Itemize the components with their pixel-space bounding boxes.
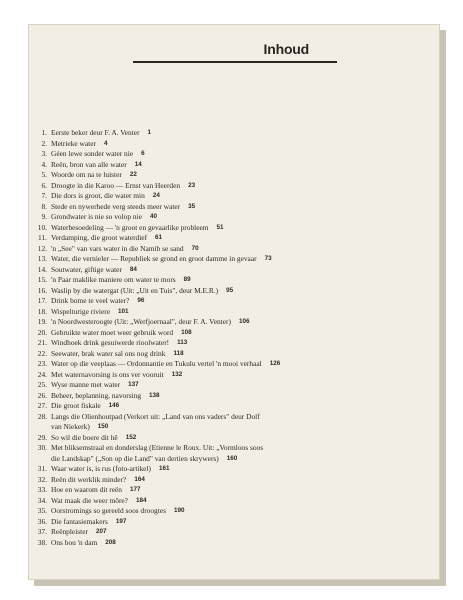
toc-entry [35, 317, 365, 328]
entry-number: 14. [37, 264, 47, 274]
entry-number: 29. [37, 432, 47, 442]
toc-entry [35, 149, 365, 160]
entry-page-number: 51 [216, 223, 224, 231]
entry-page-number: 22 [129, 171, 137, 178]
entry-number: 6. [41, 180, 47, 190]
entry-title-continued: van Niekerk) [51, 422, 90, 431]
entry-title: Grondwater is nie so volop nie [51, 212, 142, 221]
entry-page-number: 138 [149, 391, 160, 399]
entry-number: 35. [37, 506, 47, 515]
entry-title: Géen lewe sonder water nie [51, 149, 134, 158]
toc-entry [35, 401, 365, 412]
entry-page-number: 70 [191, 244, 199, 252]
entry-page-number: 146 [108, 402, 120, 409]
entry-title: Eerste beker deur F. A. Venter [51, 128, 140, 137]
entry-page-number: 40 [149, 213, 157, 220]
entry-page-number: 24 [152, 192, 160, 199]
entry-title: Reën, bron van alle water [51, 159, 127, 169]
entry-page-number: 152 [125, 433, 137, 441]
toc-entry [35, 527, 365, 538]
toc-entry [35, 275, 365, 286]
entry-title: Wispelturige riviere [51, 306, 111, 316]
entry-title: Metrieke water [51, 138, 96, 148]
entry-number: 27. [37, 401, 47, 410]
entry-title: Stede en nywerhede verg steeds meer water [51, 201, 181, 211]
entry-page-number: 73 [264, 255, 272, 262]
toc-entry [35, 391, 365, 402]
entry-number: 33. [37, 485, 47, 494]
toc-entry [35, 139, 365, 150]
entry-number: 5. [41, 170, 47, 179]
entry-page-number: 108 [181, 328, 192, 336]
entry-title: Waar water is, is rus (foto-artikel) [51, 464, 151, 473]
entry-number: 34. [37, 495, 47, 505]
entry-title: Gebruikte water moet weer gebruik word [51, 327, 174, 337]
entry-title: Hoe en waarom dit reën [51, 485, 123, 494]
entry-number: 30. [37, 443, 47, 452]
entry-title: 'n Paar maklike maniere om water te mors [51, 275, 176, 284]
toc-entry [35, 128, 365, 139]
entry-title: So wil die boere dit hê [51, 432, 118, 442]
entry-number: 13. [37, 254, 47, 263]
toc-entry [35, 433, 365, 444]
entry-page-number: 89 [183, 276, 191, 283]
entry-page-number: 118 [173, 349, 184, 357]
entry-number: 3. [41, 149, 47, 158]
entry-title: Water, die vernieler — Republiek se grond en groot damme in gevaar [51, 254, 257, 263]
toc-entry [35, 412, 365, 433]
entry-number: 23. [37, 359, 47, 368]
entry-number: 26. [37, 390, 47, 400]
toc-entry [35, 464, 365, 475]
entry-number: 10. [37, 222, 47, 232]
toc-entry [35, 265, 365, 276]
toc-entry [35, 338, 365, 349]
entry-page-number: 84 [129, 265, 137, 273]
toc-entry [35, 485, 365, 496]
toc-entry [35, 223, 365, 234]
entry-title: Seewater, brak water sal ons nog drink [51, 348, 166, 358]
entry-number: 36. [37, 516, 47, 526]
entry-number: 9. [41, 212, 47, 221]
entry-number: 15. [37, 275, 47, 284]
entry-page-number: 197 [115, 517, 127, 525]
entry-page-number: 6 [141, 150, 145, 157]
entry-page-number: 106 [238, 318, 250, 325]
entry-page-number: 184 [135, 496, 147, 504]
entry-page-number: 113 [177, 339, 188, 346]
entry-page-number: 23 [188, 181, 196, 189]
entry-number: 24. [37, 369, 47, 379]
book-page [28, 24, 440, 580]
entry-page-number: 164 [134, 475, 145, 483]
entry-number: 8. [41, 201, 47, 211]
toc-entry [35, 370, 365, 381]
entry-number: 16. [37, 285, 47, 295]
entry-number: 12. [37, 243, 47, 253]
toc-entry [35, 170, 365, 181]
toc-entry [35, 191, 365, 202]
entry-page-number: 132 [171, 370, 183, 378]
page-title: Inhoud [263, 41, 309, 57]
entry-number: 38. [37, 537, 47, 547]
entry-page-number: 1 [147, 129, 152, 136]
entry-page-number: 161 [158, 465, 170, 472]
toc-entry [35, 286, 365, 297]
entry-title: Met bliksemstraal en donderslag (Etienne le Roux. Uit: „Vormloos soos [51, 443, 264, 452]
toc-entry [35, 212, 365, 223]
entry-page-number: 207 [95, 528, 107, 535]
toc-entry [35, 254, 365, 265]
entry-title: 'n Noordwesteroogte (Uit: „Werfjoernaal", deur F. A. Venter) [51, 317, 231, 326]
entry-page-number: 101 [118, 307, 129, 315]
entry-page-number: 4 [103, 139, 108, 147]
entry-title: Langs die Olienhoutpad (Verkort uit: „Land van ons vaders" deur Dolf [51, 411, 260, 421]
entry-title: Waterbesoedeling — 'n groot en gevaarlike probleem [51, 222, 209, 232]
entry-title: Oorstromings so gereeld soos droogtes [51, 506, 166, 515]
toc-entry [35, 538, 365, 549]
toc-entry [35, 328, 365, 339]
toc-entry [35, 443, 365, 464]
entry-number: 28. [37, 411, 47, 421]
entry-number: 37. [37, 527, 47, 536]
entry-page-number: 177 [130, 486, 141, 493]
entry-title: Drink bome te veel water? [51, 296, 130, 305]
entry-title: Die groot fiskale [51, 401, 101, 410]
toc-entry [35, 506, 365, 517]
toc-entry [35, 307, 365, 318]
toc-entry [35, 233, 365, 244]
entry-number: 19. [37, 317, 47, 326]
entry-number: 32. [37, 474, 47, 484]
toc-entry [35, 181, 365, 192]
entry-page-number: 150 [97, 423, 109, 430]
entry-number: 17. [37, 296, 47, 305]
entry-title: 'n „See" van vars water in die Namib se sand [51, 243, 184, 253]
entry-title: Verdamping, die groot waterdief [51, 233, 148, 242]
entry-page-number: 35 [188, 202, 196, 210]
entry-number: 21. [37, 338, 47, 347]
entry-title: Met waternavorsing is ons ver vooruit [51, 369, 164, 379]
entry-title: Die fantasiemakers [51, 516, 108, 526]
entry-number: 7. [41, 191, 47, 200]
entry-title: Ons bou 'n dam [51, 537, 98, 547]
entry-title: Droogte in die Karoo — Ernst van Heerden [51, 180, 181, 190]
toc-entry [35, 349, 365, 360]
entry-number: 1. [41, 128, 47, 137]
entry-title: Die dors is groot, die water min [51, 191, 145, 200]
entry-page-number: 126 [269, 360, 281, 367]
entry-number: 18. [37, 306, 47, 316]
entry-number: 31. [37, 464, 47, 473]
entry-page-number: 14 [134, 160, 142, 168]
entry-number: 20. [37, 327, 47, 337]
entry-title: Water op die veeplaas — Ordonnantie en Tukulu vertel 'n mooi verhaal [51, 359, 262, 368]
entry-title: Beheer, beplanning, navorsing [51, 390, 142, 400]
toc-entry [35, 244, 365, 255]
entry-title: Soutwater, giftige water [51, 264, 122, 274]
entry-number: 4. [41, 159, 47, 169]
toc-entry [35, 496, 365, 507]
toc-entry [35, 517, 365, 528]
entry-number: 2. [41, 138, 47, 148]
entry-title: Windhoek drink gesuiwerde rioolwater! [51, 338, 170, 347]
toc-entry [35, 296, 365, 307]
toc-entry [35, 475, 365, 486]
entry-page-number: 137 [128, 381, 139, 388]
entry-page-number: 61 [155, 234, 163, 241]
entry-title: Reën dit werklik minder? [51, 474, 127, 484]
table-of-contents [35, 128, 365, 548]
entry-number: 25. [37, 380, 47, 389]
entry-page-number: 96 [137, 297, 145, 304]
title-rule [133, 61, 337, 63]
toc-entry [35, 380, 365, 391]
entry-title: Wat maak die weer môre? [51, 495, 128, 505]
toc-entry [35, 160, 365, 171]
entry-page-number: 190 [173, 507, 185, 514]
entry-number: 22. [37, 348, 47, 358]
toc-entry [35, 202, 365, 213]
entry-page-number: 208 [105, 538, 116, 546]
entry-title: Woorde om na te luister [51, 170, 122, 179]
entry-title: Reënpleister [51, 527, 88, 536]
entry-page-number: 95 [226, 286, 234, 294]
entry-number: 11. [38, 233, 47, 242]
entry-title-continued: die Landskap" („Son op die Land" van dertien skrywers) [51, 453, 219, 463]
entry-title: Waslip by die watergat (Uit: „Uit en Tuis", deur M.E.R.) [51, 285, 219, 295]
entry-page-number: 160 [226, 454, 238, 462]
toc-entry [35, 359, 365, 370]
entry-title: Wyse manne met water [51, 380, 121, 389]
